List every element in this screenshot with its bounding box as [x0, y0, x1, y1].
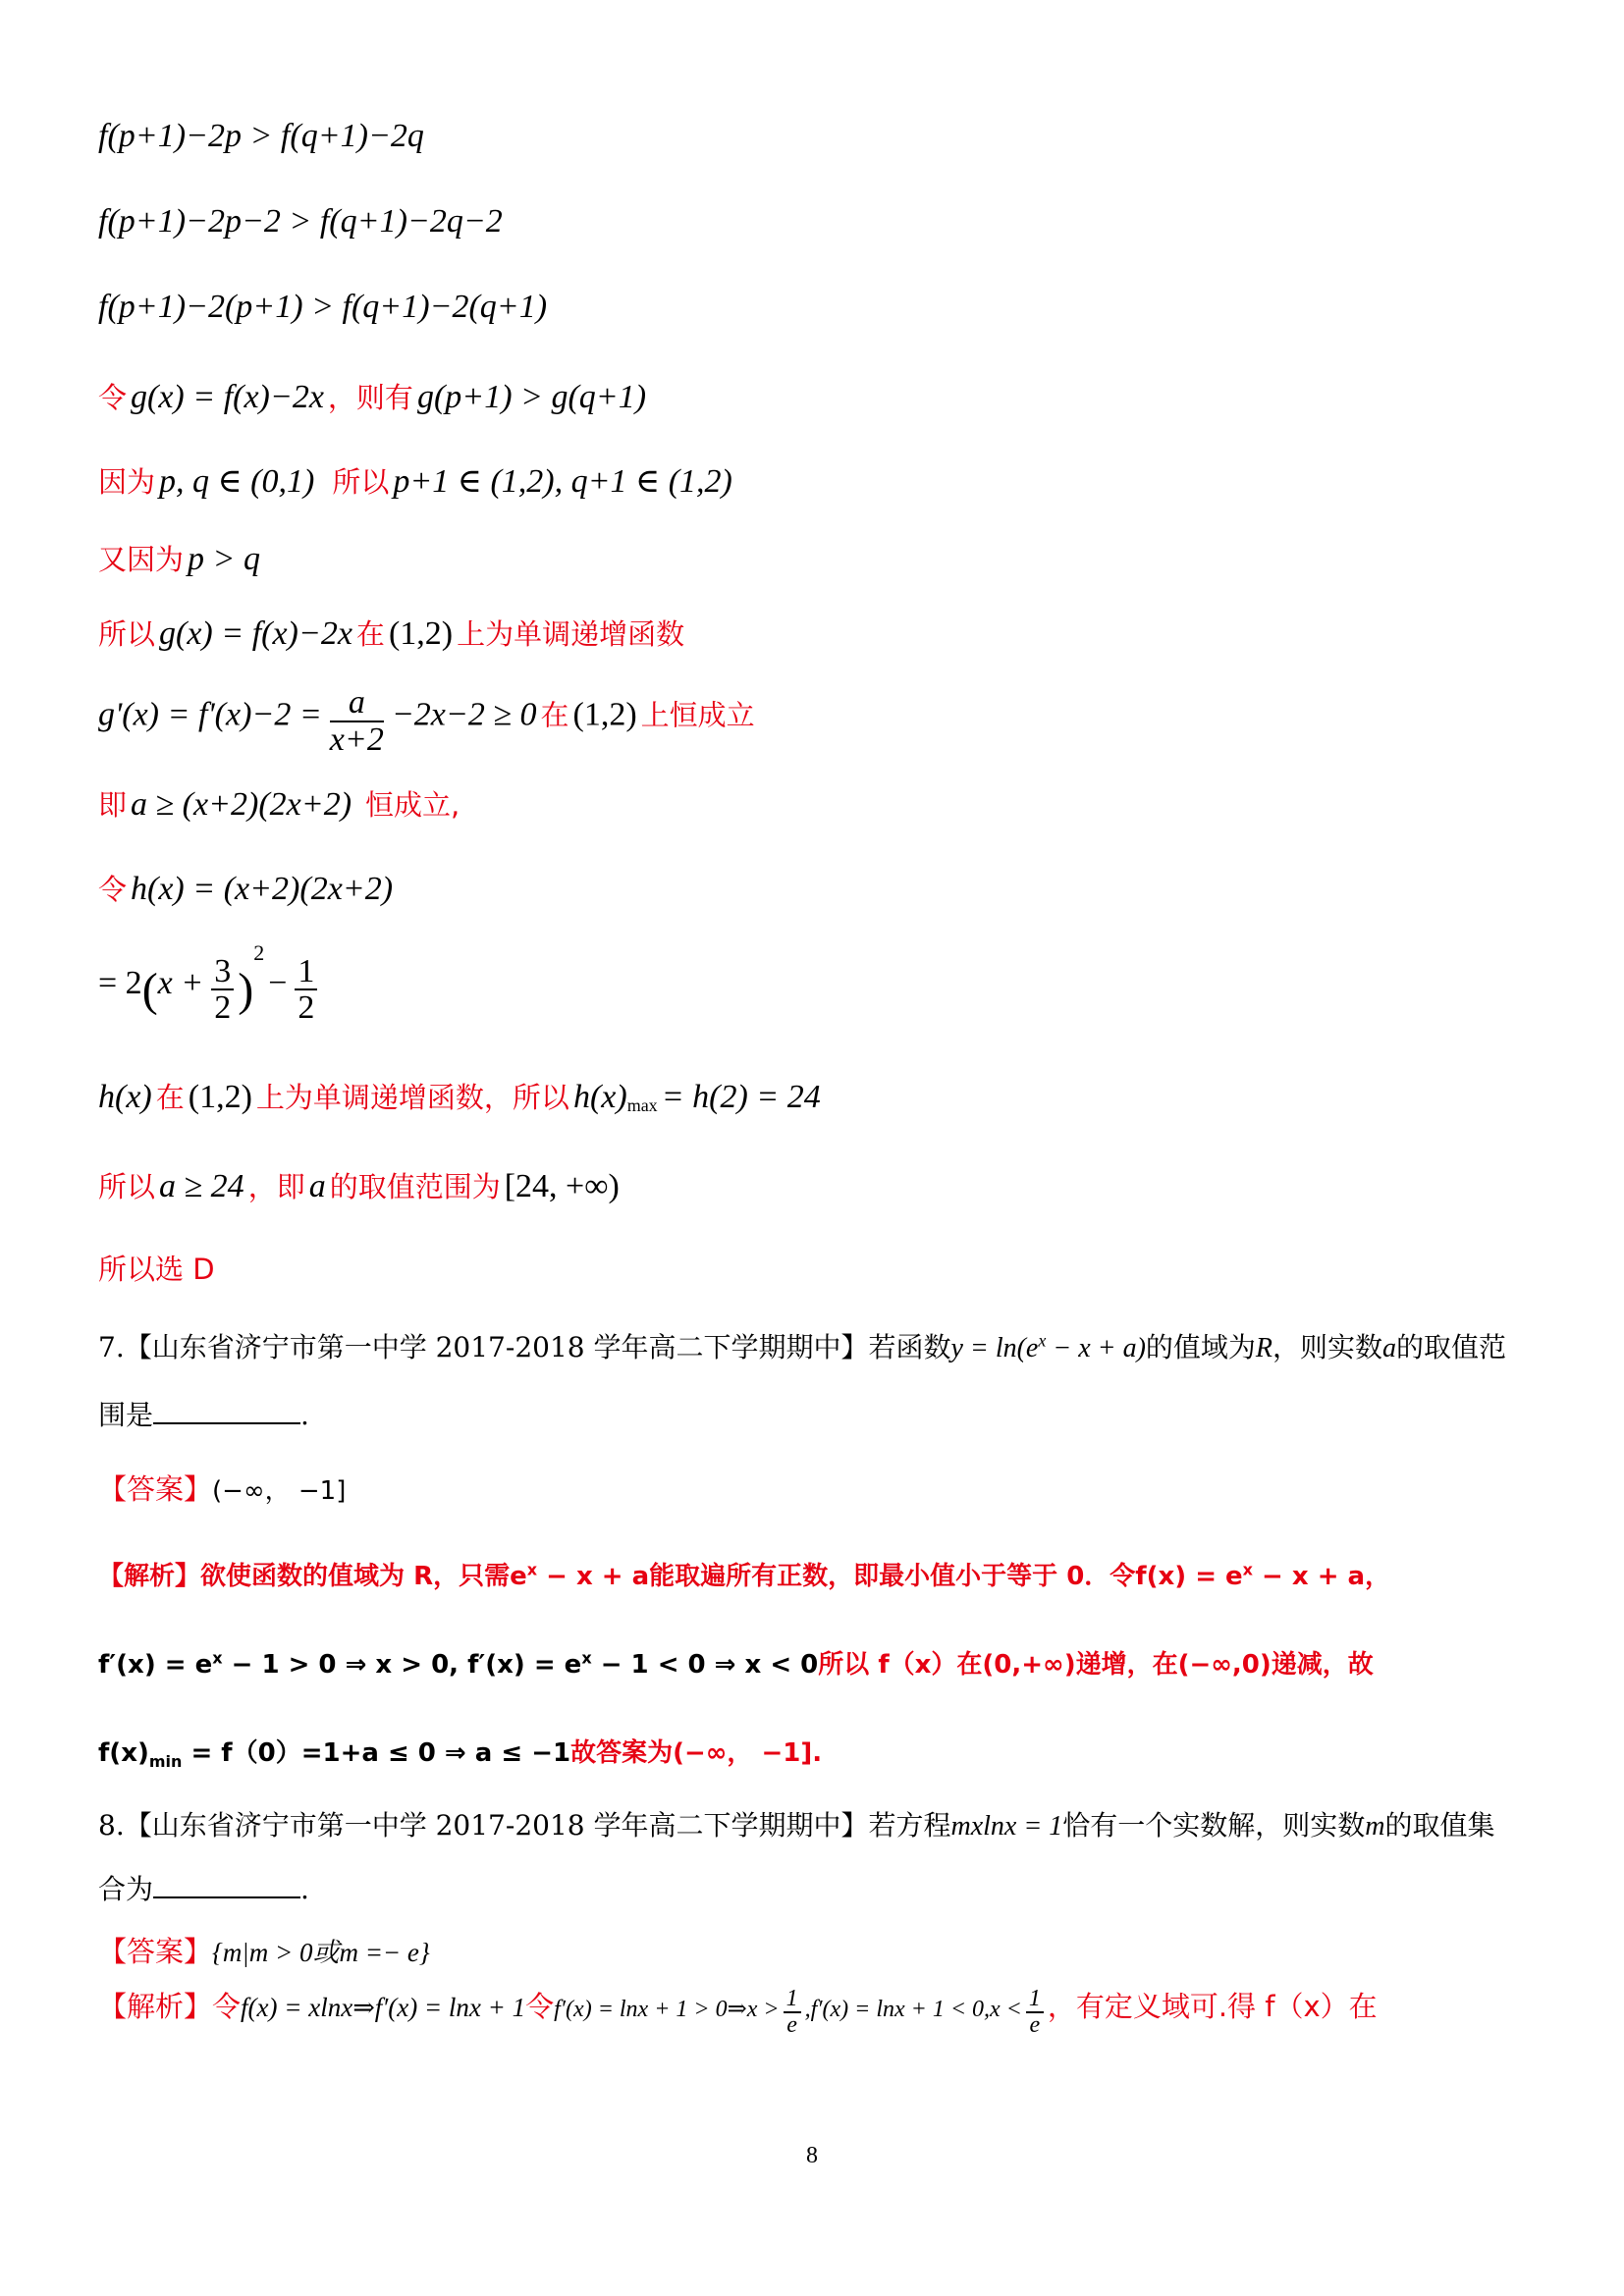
fraction-numerator: 1: [295, 954, 317, 991]
math-a-geq-24: a ≥ 24: [159, 1168, 244, 1204]
analysis-exponent: x: [212, 1648, 223, 1668]
fraction-a-over-x2: [330, 685, 384, 757]
question-7-source: 7.【山东省济宁市第一中学 2017-2018 学年高二下学期期中】若函数: [98, 1331, 951, 1363]
text-ji: ，即: [247, 1170, 305, 1203]
math-derivative: g'(x) = f'(x)−2 =: [98, 696, 322, 733]
equation-line-13: [98, 1165, 620, 1205]
equation-line-4: [98, 376, 646, 416]
equation-line-12: [98, 1076, 821, 1116]
question-8-mid: 恰有一个实数解，则实数: [1062, 1809, 1366, 1842]
equation-line-9: [98, 783, 460, 824]
fraction-3-over-2: [211, 954, 234, 1026]
question-7-mid: 的值域为: [1145, 1331, 1256, 1363]
answer-blank: [153, 1871, 300, 1898]
math-h-x: h(x): [98, 1079, 152, 1115]
analysis-text: − x + a能取遍所有正数，即最小值小于等于 0．令f(x) = e: [537, 1562, 1243, 1591]
question-7-tail: ，则实数: [1272, 1331, 1383, 1363]
answer-label: 【答案】: [98, 1472, 213, 1506]
question-8-period: .: [300, 1873, 309, 1905]
text-zai: 在: [540, 698, 569, 732]
equation-line-2: f(p+1)−2p−2 > f(q+1)−2q−2: [98, 203, 503, 240]
question-7-answer: [98, 1468, 346, 1508]
text-ling: 令: [98, 873, 128, 906]
paren-close: ): [238, 963, 254, 1016]
text-monotone: 上为单调递增函数: [457, 617, 685, 651]
text-zeyou: ，则有: [327, 381, 413, 414]
math-range: [24, +∞): [504, 1168, 620, 1204]
analysis-text: − x + a，: [1253, 1562, 1391, 1591]
analysis-exponent: x: [1242, 1560, 1253, 1579]
math-g-def: g(x) = f(x)−2x: [131, 379, 324, 415]
question-7-tail2: 的取值范: [1396, 1331, 1507, 1363]
text-suoyi: 所以: [332, 465, 390, 499]
fraction-numerator: 3: [211, 954, 234, 991]
question-8-formula: mxlnx = 1: [950, 1811, 1063, 1842]
text-yinwei: 因为: [98, 465, 156, 499]
analysis-exponent: x: [526, 1560, 538, 1579]
fraction-1-over-e: [1026, 1987, 1044, 2038]
paren-open: (: [141, 963, 158, 1016]
page-number: 8: [806, 2143, 818, 2168]
conclusion-line: 所以选 D: [98, 1253, 215, 1286]
formula-end: − x + a): [1046, 1333, 1146, 1363]
fraction-denominator: 2: [298, 989, 315, 1027]
fraction-denominator: e: [786, 2012, 797, 2039]
math-h-def: h(x) = (x+2)(2x+2): [131, 871, 394, 907]
analysis-subscript: min: [148, 1752, 183, 1772]
formula-exponent: x: [1038, 1330, 1047, 1351]
math-interval: (1,2): [572, 696, 637, 733]
analysis-label: 【解析】: [98, 1990, 213, 2023]
equation-line-6: [98, 538, 260, 578]
text-ling: 令: [98, 381, 128, 414]
equation-line-1: f(p+1)−2p > f(q+1)−2q: [98, 118, 424, 154]
equation-line-3: f(p+1)−2(p+1) > f(q+1)−2(q+1): [98, 289, 548, 325]
text-monotone-so: 上为单调递增函数，所以: [255, 1081, 569, 1114]
analysis-math: f′(x) = lnx + 1 > 0⇒x >: [554, 1997, 780, 2022]
question-7-analysis-1: [98, 1556, 1390, 1592]
answer-label: 【答案】: [98, 1935, 213, 1968]
math-a: a: [308, 1168, 326, 1204]
math-g-compare: g(p+1) > g(q+1): [416, 379, 647, 415]
answer-value: (−∞， −1]: [212, 1476, 347, 1506]
analysis-text: 令: [212, 1990, 242, 2023]
math-eq-2: = 2: [98, 965, 142, 1001]
equation-line-8: [98, 685, 755, 757]
analysis-math: f(x): [98, 1738, 149, 1768]
equation-line-10: [98, 868, 393, 908]
fraction-numerator: 1: [784, 1987, 801, 2013]
question-8-analysis: [98, 1985, 1378, 2039]
analysis-text: 欲使函数的值域为 R，只需e: [200, 1562, 527, 1591]
math-inequality: −2x−2 ≥ 0: [391, 696, 537, 733]
question-7-line-2: [98, 1394, 309, 1433]
fraction-numerator: a: [330, 685, 384, 722]
equation-line-7: [98, 613, 684, 653]
text-zai: 在: [155, 1081, 185, 1114]
analysis-exponent: x: [581, 1648, 592, 1668]
analysis-math: f′(x) = e: [98, 1650, 213, 1680]
analysis-text: 故答案为(−∞， −1].: [570, 1738, 823, 1768]
analysis-label: 【解析】: [98, 1562, 201, 1591]
fraction-1-over-e: [784, 1987, 801, 2038]
question-8-answer: [98, 1930, 430, 1970]
text-suoyi: 所以: [98, 1170, 156, 1203]
math-p-gt-q: p > q: [188, 541, 260, 577]
fraction-denominator: x+2: [329, 721, 384, 758]
answer-blank: [153, 1397, 300, 1424]
math-pq-range: p, q ∈ (0,1): [159, 463, 315, 500]
question-8-line-2: [98, 1868, 309, 1907]
question-7-line-1: [98, 1326, 1506, 1365]
question-7-analysis-3: [98, 1733, 822, 1771]
exponent: 2: [253, 940, 265, 965]
text-range-is: 的取值范围为: [329, 1170, 501, 1203]
math-g-def: g(x) = f(x)−2x: [159, 615, 352, 652]
question-7-formula: [950, 1330, 1146, 1363]
text-ji: 即: [98, 788, 128, 822]
math-a-bound: a ≥ (x+2)(2x+2): [131, 786, 352, 823]
analysis-text: 令: [525, 1990, 555, 2023]
text-always-holds: 恒成立,: [365, 788, 460, 822]
text-youyinwei: 又因为: [98, 543, 185, 576]
formula-start: y = ln(e: [950, 1333, 1039, 1363]
fraction-denominator: e: [1029, 2012, 1041, 2039]
equation-line-11: [98, 940, 321, 1026]
question-7-analysis-2: [98, 1644, 1374, 1681]
math-a: a: [1382, 1333, 1397, 1363]
analysis-math: ,f′(x) = lnx + 1 < 0,x <: [804, 1997, 1022, 2022]
fraction-numerator: 1: [1026, 1987, 1044, 2013]
question-8-tail: 的取值集: [1384, 1809, 1495, 1842]
math-m: m: [1365, 1811, 1385, 1842]
math-h2-value: = h(2) = 24: [661, 1079, 821, 1115]
question-8-line2-text: 合为: [98, 1873, 154, 1905]
answer-value: {m|m > 0或m =− e}: [212, 1938, 430, 1967]
math-R: R: [1255, 1333, 1273, 1363]
math-interval: (1,2): [388, 615, 454, 652]
analysis-math: = f（0）=1+a ≤ 0 ⇒ a ≤ −1: [182, 1738, 571, 1768]
question-7-period: .: [300, 1399, 309, 1431]
analysis-math: − 1 > 0 ⇒ x > 0, f′(x) = e: [222, 1650, 582, 1680]
subscript-max: max: [626, 1095, 658, 1116]
text-always-holds: 上恒成立: [640, 698, 755, 732]
text-zai: 在: [355, 617, 385, 651]
equation-line-5: [98, 460, 732, 501]
math-interval: (1,2): [188, 1079, 252, 1115]
analysis-text: ，有定义域可.得 f（x）在: [1047, 1990, 1378, 2023]
fraction-1-over-2: [295, 954, 317, 1026]
analysis-text: 所以 f（x）在(0,+∞)递增，在(−∞,0)递减，故: [818, 1650, 1374, 1680]
math-shift-range: p+1 ∈ (1,2), q+1 ∈ (1,2): [393, 463, 732, 500]
analysis-math: − 1 < 0 ⇒ x < 0: [591, 1650, 819, 1680]
analysis-math: f(x) = xlnx⇒f′(x) = lnx + 1: [241, 1993, 526, 2022]
math-minus: −: [268, 965, 288, 1001]
question-8-source: 8.【山东省济宁市第一中学 2017-2018 学年高二下学期期中】若方程: [98, 1809, 951, 1842]
question-7-line2-text: 围是: [98, 1399, 154, 1431]
math-h-x: h(x): [572, 1079, 627, 1115]
text-suoyi: 所以: [98, 617, 156, 651]
math-x-plus: x +: [157, 965, 204, 1001]
question-8-line-1: [98, 1804, 1495, 1843]
fraction-denominator: 2: [214, 989, 232, 1027]
